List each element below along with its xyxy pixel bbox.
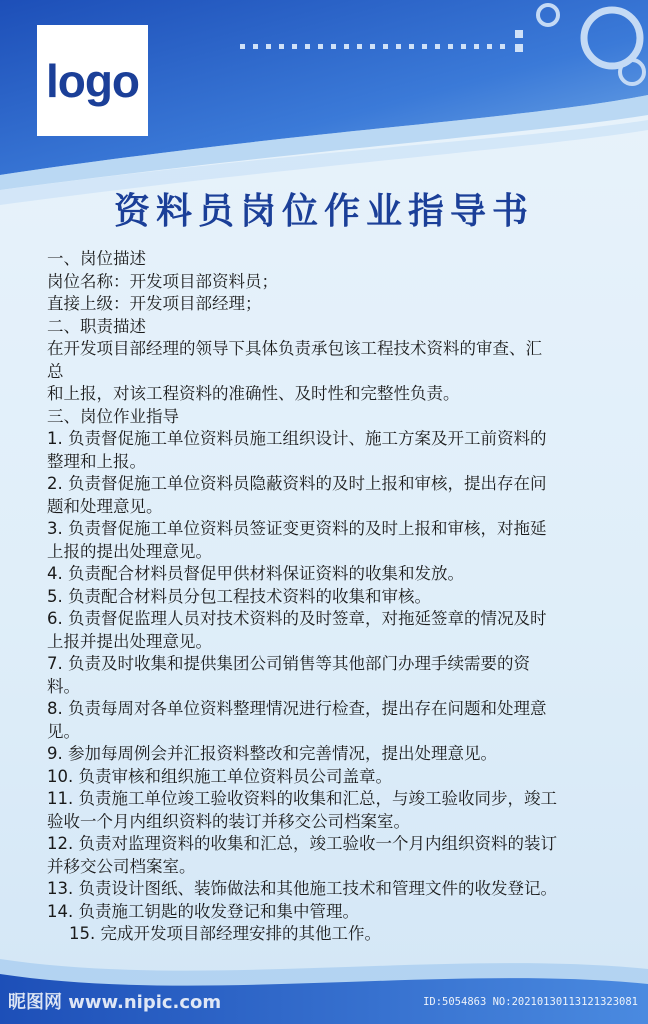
list-item-continuation: 见。 <box>47 721 80 741</box>
list-item-continuation: 题和处理意见。 <box>47 496 163 516</box>
watermark-left: 昵图网 www.nipic.com <box>8 992 222 1013</box>
list-item-continuation: 料。 <box>47 676 80 696</box>
list-item-continuation: 并移交公司档案室。 <box>47 856 196 876</box>
list-item: 14. 负责施工钥匙的收发登记和集中管理。 <box>47 901 359 921</box>
paragraph-line: 总 <box>47 361 64 381</box>
list-item: 10. 负责审核和组织施工单位资料员公司盖章。 <box>47 766 392 786</box>
list-item: 3. 负责督促施工单位资料员签证变更资料的及时上报和审核，对拖延 <box>47 519 547 538</box>
list-item: 1. 负责督促施工单位资料员施工组织设计、施工方案及开工前资料的 <box>47 429 547 448</box>
list-item: 9. 参加每周例会并汇报资料整改和完善情况，提出处理意见。 <box>47 744 497 763</box>
paragraph-line: 和上报，对该工程资料的准确性、及时性和完整性负责。 <box>47 384 460 403</box>
list-item-continuation: 验收一个月内组织资料的装订并移交公司档案室。 <box>47 811 410 831</box>
page-title: 资料员岗位作业指导书 <box>113 191 534 232</box>
list-item: 6. 负责督促监理人员对技术资料的及时签章，对拖延签章的情况及时 <box>47 609 547 628</box>
list-item: 2. 负责督促施工单位资料员隐蔽资料的及时上报和审核，提出存在问 <box>47 474 547 493</box>
list-item-continuation: 上报并提出处理意见。 <box>47 631 212 651</box>
paragraph-line: 在开发项目部经理的领导下具体负责承包该工程技术资料的审查、汇 <box>47 339 542 358</box>
section-heading: 三、岗位作业指导 <box>47 406 179 426</box>
section-heading: 二、职责描述 <box>47 316 146 336</box>
logo-text: logo <box>45 54 140 107</box>
watermark-right: ID:5054863 NO:20210130113121323081 <box>423 996 638 1008</box>
section-heading: 一、岗位描述 <box>47 249 146 268</box>
list-item: 5. 负责配合材料员分包工程技术资料的收集和审核。 <box>47 586 431 606</box>
list-item-continuation: 上报的提出处理意见。 <box>47 541 212 561</box>
list-item-continuation: 整理和上报。 <box>47 451 146 471</box>
list-item: 7. 负责及时收集和提供集团公司销售等其他部门办理手续需要的资 <box>47 654 530 673</box>
list-item: 13. 负责设计图纸、装饰做法和其他施工技术和管理文件的收发登记。 <box>47 879 557 898</box>
document-body <box>47 248 637 946</box>
list-item: 4. 负责配合材料员督促甲供材料保证资料的收集和发放。 <box>47 564 464 583</box>
paragraph-line: 岗位名称：开发项目部资料员； <box>47 271 278 291</box>
list-item: 12. 负责对监理资料的收集和汇总，竣工验收一个月内组织资料的装订 <box>47 834 557 853</box>
logo <box>37 25 148 136</box>
list-item: 8. 负责每周对各单位资料整理情况进行检查，提出存在问题和处理意 <box>47 699 547 718</box>
paragraph-line: 直接上级：开发项目部经理； <box>47 294 262 313</box>
list-item: 15. 完成开发项目部经理安排的其他工作。 <box>69 924 381 943</box>
list-item: 11. 负责施工单位竣工验收资料的收集和汇总，与竣工验收同步，竣工 <box>47 789 557 808</box>
